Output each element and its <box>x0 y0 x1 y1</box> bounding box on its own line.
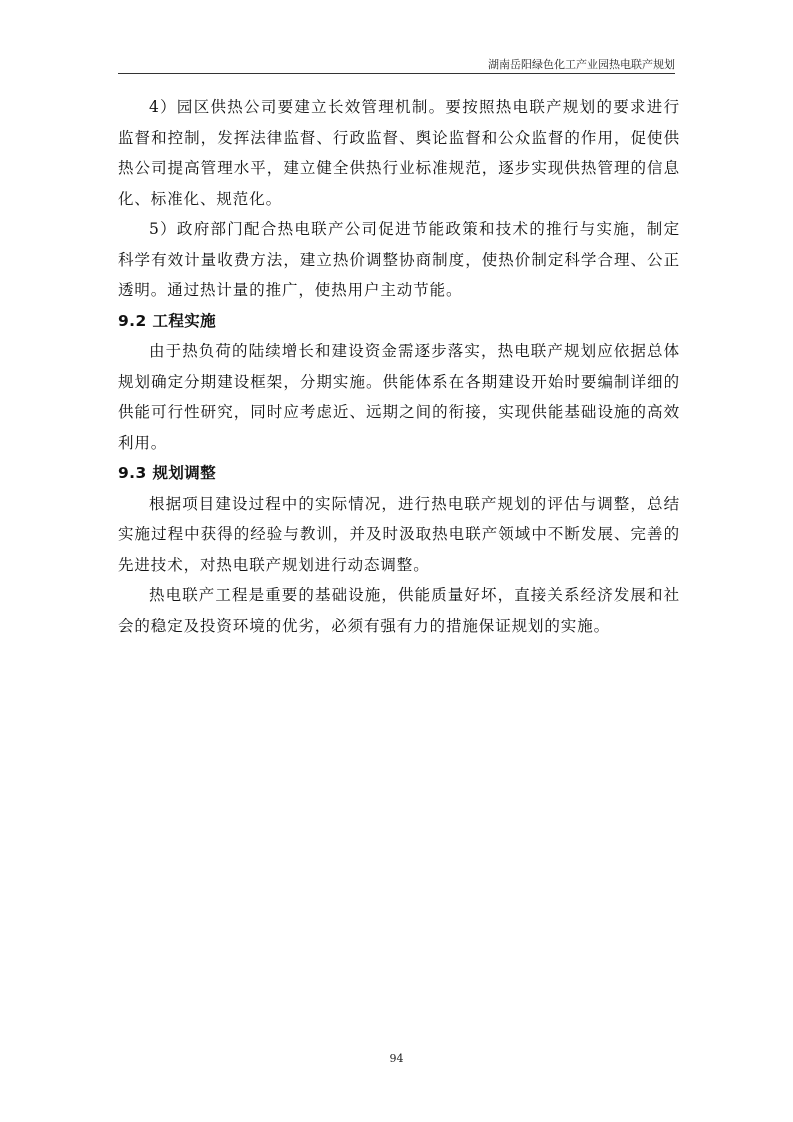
section-9-3-paragraph-1: 根据项目建设过程中的实际情况，进行热电联产规划的评估与调整，总结实施过程中获得的经验与教训，并及时汲取热电联产领域中不断发展、完善的先进技术，对热电联产规划进行动态调整。 <box>118 494 680 574</box>
section-heading-9-3: 9.3 规划调整 <box>118 464 217 482</box>
page-number: 94 <box>389 1052 404 1065</box>
section-heading-9-2: 9.2 工程实施 <box>118 311 217 330</box>
running-header-title: 湖南岳阳绿色化工产业园热电联产规划 <box>488 58 675 71</box>
paragraph-item-4: 4）园区供热公司要建立长效管理机制。要按照热电联产规划的要求进行监督和控制，发挥法律监督、行政监督、舆论监督和公众监督的作用，促使供热公司提高管理水平，建立健全供热行业标准规范，逐步实现供热管理的信息化、标准化、规范化。 <box>118 98 680 208</box>
page-body <box>118 92 680 641</box>
section-9-3-paragraph-2: 热电联产工程是重要的基础设施，供能质量好坏，直接关系经济发展和社会的稳定及投资环境的优劣，必须有强有力的措施保证规划的实施。 <box>118 586 680 635</box>
paragraph-item-5: 5）政府部门配合热电联产公司促进节能政策和技术的推行与实施，制定科学有效计量收费方法，建立热价调整协商制度，使热价制定科学合理、公正透明。通过热计量的推广，使热用户主动节能。 <box>118 220 680 299</box>
header-divider <box>118 73 675 74</box>
section-9-2-paragraph: 由于热负荷的陆续增长和建设资金需逐步落实，热电联产规划应依据总体规划确定分期建设框架，分期实施。供能体系在各期建设开始时要编制详细的供能可行性研究，同时应考虑近、远期之间的衔接，实现供能基础设施的高效利用。 <box>118 342 680 452</box>
